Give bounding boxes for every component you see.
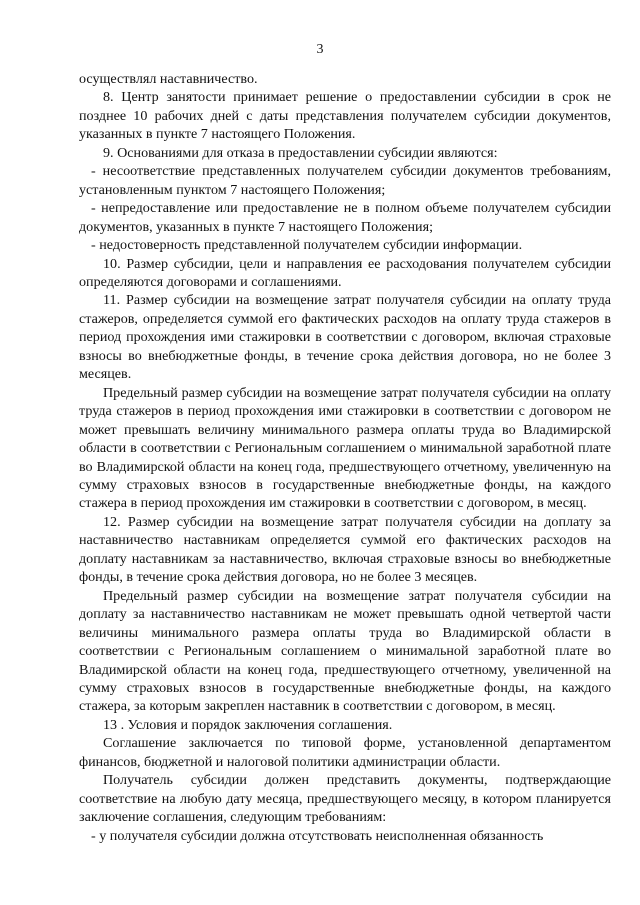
document-body [79,70,611,845]
paragraph-item-10: 10. Размер субсидии, цели и направления ее расходования получателем субсидии определяются договорами и соглашениями. [79,255,611,290]
list-item: - у получателя субсидии должна отсутствовать неисполненная обязанность [91,827,544,844]
list-item: - непредоставление или предоставление не в полном объеме получателем субсидии документов, указанных в пункте 7 настоящего Положения; [79,200,611,235]
paragraph-item-9: 9. Основаниями для отказа в предоставлении субсидии являются: [103,144,498,161]
page-number: 3 [316,42,324,57]
paragraph-continuation: осуществлял наставничество. [79,71,258,87]
paragraph: Предельный размер субсидии на возмещение затрат получателя субсидии на оплату труда стажеров в период прохождения ими стажировки в соответствии с договором не может превышать величину минимального размера оплаты труда во Владимирской области в соответствии с Региональным соглашением о минимальной заработной плате во Владимирской области на конец года, предшествующего отчетному, увеличенную на сумму страховых взносов в государственные внебюджетные фонды, на каждого стажера в период прохождения им стажировки в соответствии с договором, в месяц. [79,384,611,512]
list-item: - недостоверность представленной получателем субсидии информации. [91,237,523,254]
paragraph-item-12: 12. Размер субсидии на возмещение затрат получателя субсидии на доплату за наставничество наставникам определяется суммой его фактических расходов на доплату наставникам за наставничество, включая страховые взносы во внебюджетные фонды, в течение срока действия договора, но не более 3 месяцев. [79,513,611,586]
paragraph-item-8: 8. Центр занятости принимает решение о предоставлении субсидии в срок не позднее 10 рабочих дней с даты представления получателем субсидии документов, указанных в пункте 7 настоящего Положения. [79,89,611,143]
paragraph-item-13: 13 . Условия и порядок заключения соглашения. [103,716,393,733]
paragraph: Предельный размер субсидии на возмещение затрат получателя субсидии на доплату за наставничество наставникам не может превышать одной четвертой части величины минимального размера оплаты труда во Владимирской области в соответствии с Региональным соглашением о минимальной заработной плате во Владимирской области на конец года, предшествующего отчетному, увеличенной на сумму страховых взносов в государственные внебюджетные фонды, на каждого стажера, за которым закреплен наставник в соответствии с договором, в месяц. [79,587,611,715]
paragraph-item-11: 11. Размер субсидии на возмещение затрат получателя субсидии на оплату труда стажеров, определяется суммой его фактических расходов на оплату труда стажеров в период прохождения ими стажировки в соответствии с договором, включая страховые взносы во внебюджетные фонды, в течение срока действия договора, но не более 3 месяцев. [79,292,611,383]
list-item: - несоответствие представленных получателем субсидии документов требованиям, установленным пунктом 7 настоящего Положения; [79,163,611,198]
paragraph: Получатель субсидии должен представить документы, подтверждающие соответствие на любую дату месяца, предшествующего месяцу, в котором планируется заключение соглашения, следующим требованиям: [79,772,611,826]
paragraph: Соглашение заключается по типовой форме, установленной департаментом финансов, бюджетной и налоговой политики администрации области. [79,735,611,770]
